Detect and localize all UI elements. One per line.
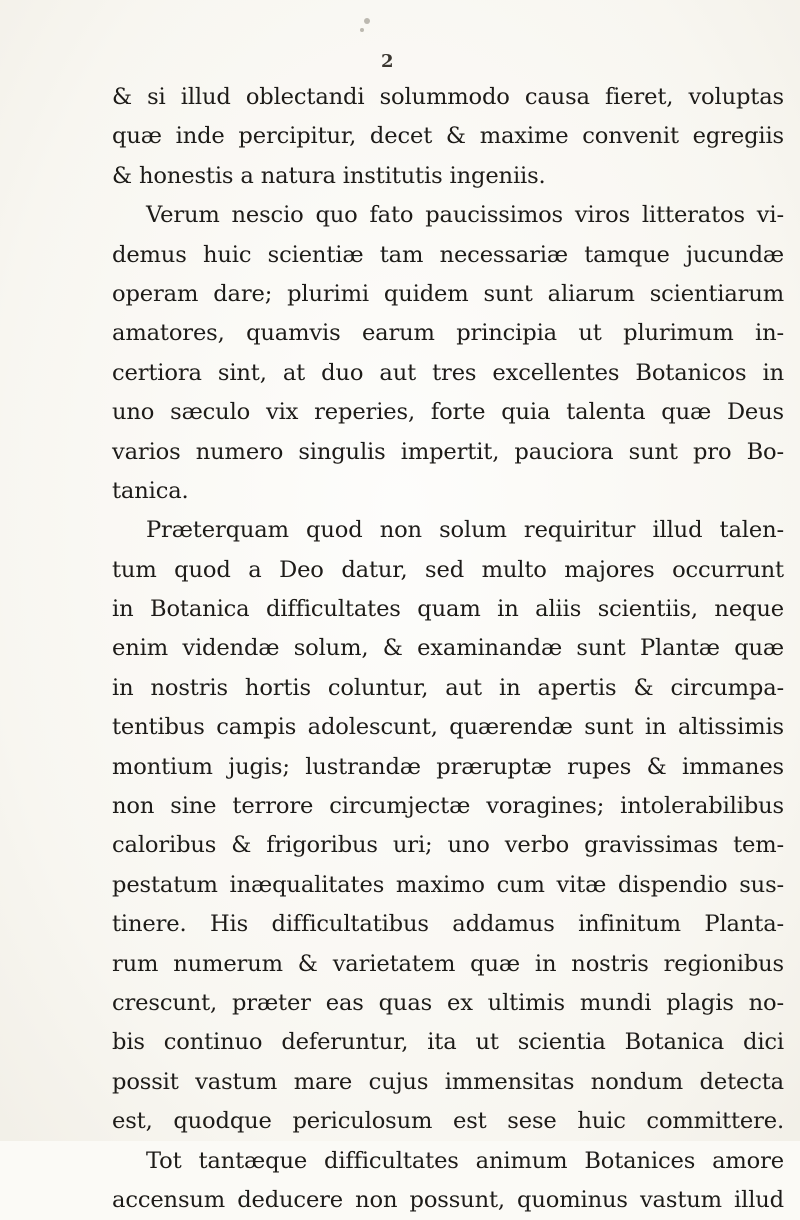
text-line: tinere. His difficultatibus addamus infinitum Planta- [112, 911, 784, 938]
text-line: amatores, quamvis earum principia ut plurimum in- [112, 320, 784, 347]
text-line: & honestis a natura institutis ingeniis. [112, 162, 546, 189]
text-line: & si illud oblectandi solummodo causa fieret, voluptas [112, 84, 784, 110]
body-text [112, 78, 784, 1220]
text-line: est, quodque periculosum est sese huic committere. [112, 1108, 784, 1135]
page-number: 2 [381, 51, 394, 72]
text-line: Præterquam quod non solum requiritur illud talen- [146, 517, 784, 544]
ink-speck [360, 28, 364, 32]
text-line: tentibus campis adolescunt, quærendæ sunt in altissimis [112, 714, 784, 741]
text-line: possit vastum mare cujus immensitas nondum detecta [112, 1068, 784, 1095]
text-line: uno sæculo vix reperies, forte quia talenta quæ Deus [112, 399, 784, 426]
text-line: Tot tantæque difficultates animum Botanices amore [146, 1147, 784, 1174]
text-line: in Botanica difficultates quam in aliis scientiis, neque [112, 596, 784, 623]
text-line: certiora sint, at duo aut tres excellentes Botanicos in [112, 359, 784, 386]
text-line: accensum deducere non possunt, quominus vastum illud [112, 1186, 784, 1213]
text-line: montium jugis; lustrandæ præruptæ rupes & immanes [112, 753, 784, 780]
text-line: caloribus & frigoribus uri; uno verbo gravissimas tem- [112, 832, 784, 859]
text-line: rum numerum & varietatem quæ in nostris regionibus [112, 950, 784, 977]
text-line: non sine terrore circumjectæ voragines; intolerabilibus [112, 793, 784, 820]
text-line: operam dare; plurimi quidem sunt aliarum scientiarum [112, 280, 784, 307]
text-line: tanica. [112, 477, 189, 504]
text-line: crescunt, præter eas quas ex ultimis mundi plagis no- [112, 989, 784, 1016]
text-line: Verum nescio quo fato paucissimos viros litteratos vi- [146, 202, 784, 229]
text-line: varios numero singulis impertit, pauciora sunt pro Bo- [112, 438, 784, 465]
text-line: enim videndæ solum, & examinandæ sunt Plantæ quæ [112, 635, 784, 662]
text-line: demus huic scientiæ tam necessariæ tamque jucundæ [112, 241, 784, 268]
ink-speck [364, 18, 370, 24]
text-line: pestatum inæqualitates maximo cum vitæ dispendio sus- [112, 871, 784, 898]
text-line: quæ inde percipitur, decet & maxime convenit egregiis [112, 123, 784, 150]
text-line: in nostris hortis coluntur, aut in apertis & circumpa- [112, 674, 784, 701]
text-line: bis continuo deferuntur, ita ut scientia Botanica dici [112, 1029, 784, 1056]
text-line: tum quod a Deo datur, sed multo majores occurrunt [112, 556, 784, 583]
